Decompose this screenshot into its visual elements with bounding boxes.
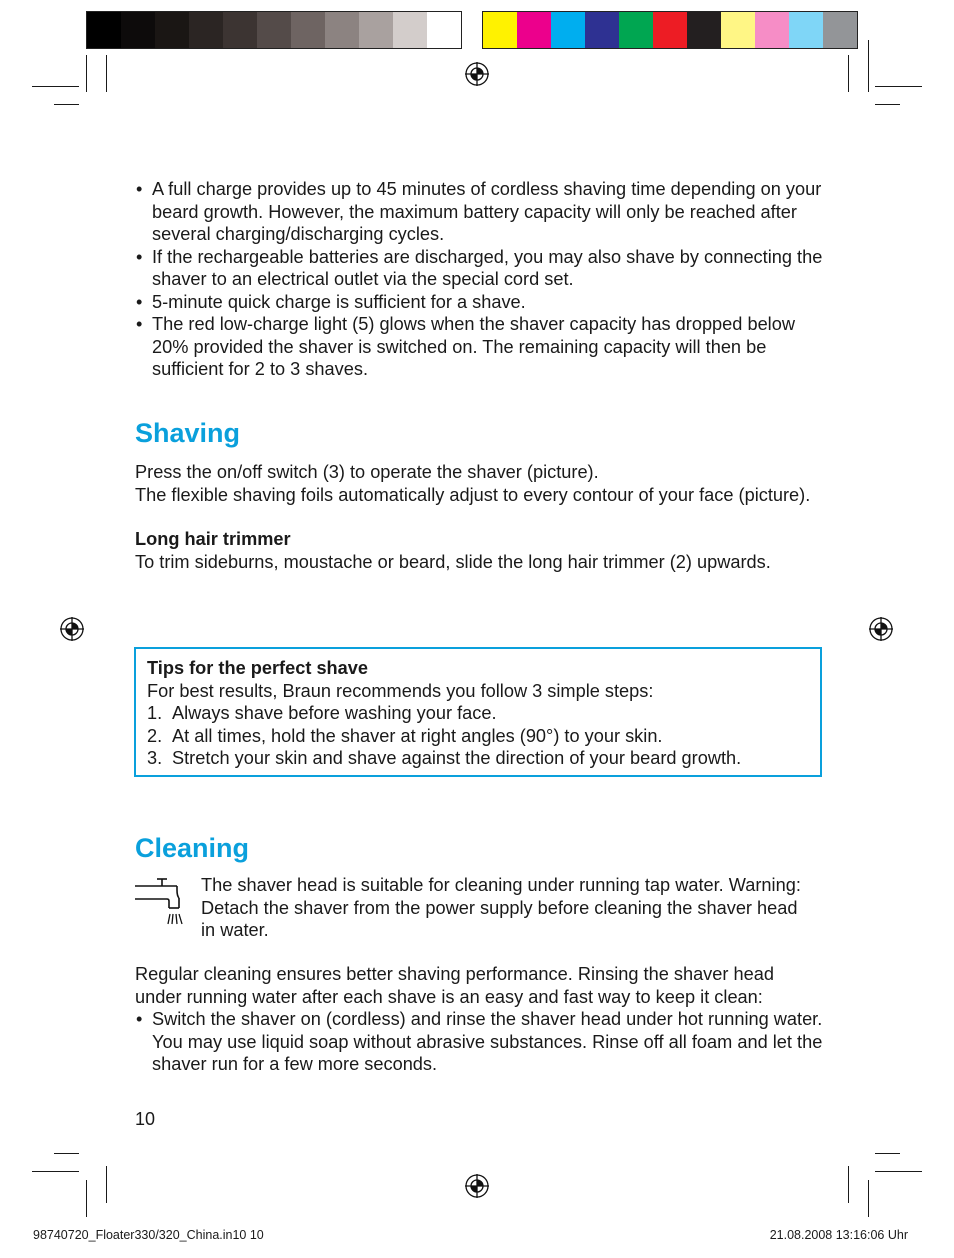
regular-cleaning-text: Regular cleaning ensures better shaving performance. Rinsing the shaver head under running water after each shave is an easy and fast way to keep it clean: [135, 964, 774, 1007]
crop-mark [848, 1166, 849, 1203]
color-swatch [87, 12, 121, 48]
crop-mark [106, 55, 107, 92]
charging-bullet-list [135, 178, 825, 381]
tap-water-text-block [201, 874, 811, 942]
step-text: At all times, hold the shaver at right angles (90°) to your skin. [172, 725, 663, 746]
color-swatch [619, 12, 653, 48]
process-color-bar [482, 11, 858, 49]
color-swatch [823, 12, 857, 48]
trimmer-title: Long hair trimmer [135, 529, 291, 549]
registration-mark-icon [869, 617, 893, 641]
color-swatch [755, 12, 789, 48]
water-tap-icon [133, 876, 189, 928]
color-swatch [223, 12, 257, 48]
cleaning-bullet-list [135, 1008, 825, 1076]
color-swatch [427, 12, 461, 48]
crop-mark [106, 1166, 107, 1203]
color-swatch [393, 12, 427, 48]
crop-mark [32, 86, 79, 87]
step-number: 3. [147, 748, 163, 768]
shaving-paragraph: Press the on/off switch (3) to operate the shaver (picture). [135, 462, 599, 482]
tap-water-text: The shaver head is suitable for cleaning under running tap water. Warning: Detach the shaver from the power supply before cleaning the shaver head in water. [201, 875, 801, 940]
tips-steps [147, 702, 810, 770]
color-swatch [721, 12, 755, 48]
crop-mark [875, 86, 922, 87]
color-swatch [517, 12, 551, 48]
registration-mark-icon [60, 617, 84, 641]
tips-title: Tips for the perfect shave [147, 658, 369, 678]
step-number: 2. [147, 725, 163, 746]
list-item: • Switch the shaver on (cordless) and rinse the shaver head under hot running water. You may use liquid soap without abrasive substances. Rinse off all foam and let the shaver run for a few more seconds. [135, 1008, 825, 1076]
color-swatch [325, 12, 359, 48]
registration-mark-icon [465, 1174, 489, 1198]
crop-mark [54, 104, 79, 105]
crop-mark [86, 55, 87, 92]
color-swatch [121, 12, 155, 48]
shaving-section [135, 418, 825, 573]
footer-timestamp: 21.08.2008 13:16:06 Uhr [769, 1228, 908, 1242]
cleaning-section [135, 833, 825, 863]
color-swatch [189, 12, 223, 48]
crop-mark [875, 104, 900, 105]
trimmer-text: To trim sideburns, moustache or beard, slide the long hair trimmer (2) upwards. [135, 551, 771, 572]
crop-mark [86, 1180, 87, 1217]
crop-mark [54, 1153, 79, 1154]
crop-mark [875, 1171, 922, 1172]
crop-mark [32, 1171, 79, 1172]
step-text: Stretch your skin and shave against the direction of your beard growth. [172, 748, 742, 768]
shaving-heading: Shaving [135, 418, 241, 448]
tips-intro: For best results, Braun recommends you follow 3 simple steps: [147, 680, 654, 701]
regular-cleaning-block [135, 963, 825, 1076]
charging-info [135, 178, 825, 381]
color-swatch [257, 12, 291, 48]
list-item [147, 747, 810, 770]
color-swatch [291, 12, 325, 48]
list-item: • A full charge provides up to 45 minutes of cordless shaving time depending on your beard growth. However, the maximum battery capacity will only be reached after several charging/discharging cycles. [135, 178, 825, 246]
list-item [147, 702, 810, 725]
page-number: 10 [135, 1109, 156, 1129]
crop-mark [868, 40, 869, 92]
grayscale-color-bar [86, 11, 462, 49]
color-swatch [789, 12, 823, 48]
tips-box [134, 647, 822, 777]
color-swatch [483, 12, 517, 48]
list-item: • 5-minute quick charge is sufficient for a shave. [135, 291, 825, 314]
color-swatch [359, 12, 393, 48]
list-item: • The red low-charge light (5) glows when the shaver capacity has dropped below 20% provided the shaver is switched on. The remaining capacity will then be sufficient for 2 to 3 shaves. [135, 313, 825, 381]
list-item [147, 725, 810, 748]
step-number: 1. [147, 703, 163, 723]
color-swatch [653, 12, 687, 48]
color-swatch [551, 12, 585, 48]
crop-mark [848, 55, 849, 92]
crop-mark [868, 1180, 869, 1217]
color-swatch [687, 12, 721, 48]
step-text: Always shave before washing your face. [172, 703, 497, 723]
color-swatch [155, 12, 189, 48]
list-item: • If the rechargeable batteries are discharged, you may also shave by connecting the shaver to an electrical outlet via the special cord set. [135, 246, 825, 291]
shaving-paragraph: The flexible shaving foils automatically adjust to every contour of your face (picture). [135, 484, 811, 505]
registration-mark-icon [465, 62, 489, 86]
color-swatch [585, 12, 619, 48]
cleaning-heading: Cleaning [135, 833, 250, 863]
crop-mark [875, 1153, 900, 1154]
footer-file-name: 98740720_Floater330/320_China.in10 10 [33, 1228, 264, 1242]
